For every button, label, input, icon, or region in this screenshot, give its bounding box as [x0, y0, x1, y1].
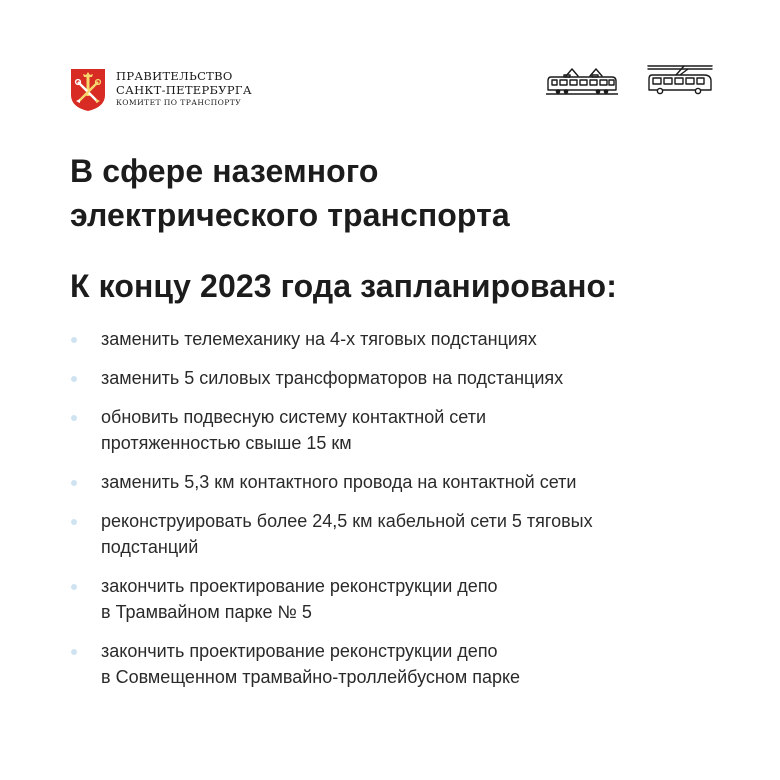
title-line2: электрического транспорта: [70, 197, 510, 233]
plan-item-text: закончить проектирование реконструкции депо: [101, 641, 498, 661]
organization-name: [116, 71, 252, 107]
bullet-dot: [71, 584, 77, 590]
plan-heading: К концу 2023 года запланировано:: [70, 268, 617, 304]
title-line1: В сфере наземного: [70, 153, 379, 189]
org-name-line2: САНКТ-ПЕТЕРБУРГА: [116, 82, 252, 97]
bullet-dot: [71, 480, 77, 486]
plan-item-text-continued: подстанций: [101, 537, 199, 557]
plan-item-text: закончить проектирование реконструкции депо: [101, 576, 498, 596]
org-department: КОМИТЕТ ПО ТРАНСПОРТУ: [116, 98, 242, 107]
plan-item-catenary-system: [70, 404, 730, 456]
plan-item-depot-tram-park: [70, 573, 730, 625]
plan-item-text: заменить 5 силовых трансформаторов на подстанциях: [101, 368, 564, 388]
plan-item-contact-wire: [70, 469, 730, 495]
bullet-dot: [71, 376, 77, 382]
header: [70, 68, 710, 114]
plan-item-transformers: [70, 365, 730, 391]
org-name-line1: ПРАВИТЕЛЬСТВО: [116, 69, 233, 83]
plan-item-text-continued: в Трамвайном парке № 5: [101, 602, 312, 622]
bullet-dot: [71, 649, 77, 655]
plan-item-text: заменить 5,3 км контактного провода на контактной сети: [101, 472, 577, 492]
plan-item-text-continued: в Совмещенном трамвайно-троллейбусном парке: [101, 667, 521, 687]
plan-item-telemechanics: [70, 326, 730, 352]
tram-icon: [546, 68, 618, 96]
spb-coat-of-arms-icon: [70, 68, 106, 112]
bullet-dot: [71, 415, 77, 421]
bullet-dot: [71, 337, 77, 343]
plan-item-text: обновить подвесную систему контактной сети: [101, 407, 486, 427]
plan-item-text: реконструировать более 24,5 км кабельной сети 5 тяговых: [101, 511, 593, 531]
plan-item-cable-network: [70, 508, 730, 560]
plan-list: [70, 326, 730, 703]
plan-item-text-continued: протяженностью свыше 15 км: [101, 433, 352, 453]
trolleybus-icon: [646, 64, 714, 96]
page-title: [70, 149, 510, 237]
plan-item-depot-combined-park: [70, 638, 730, 690]
bullet-dot: [71, 519, 77, 525]
plan-item-text: заменить телемеханику на 4-х тяговых подстанциях: [101, 329, 537, 349]
organization-logo[interactable]: [70, 68, 252, 112]
